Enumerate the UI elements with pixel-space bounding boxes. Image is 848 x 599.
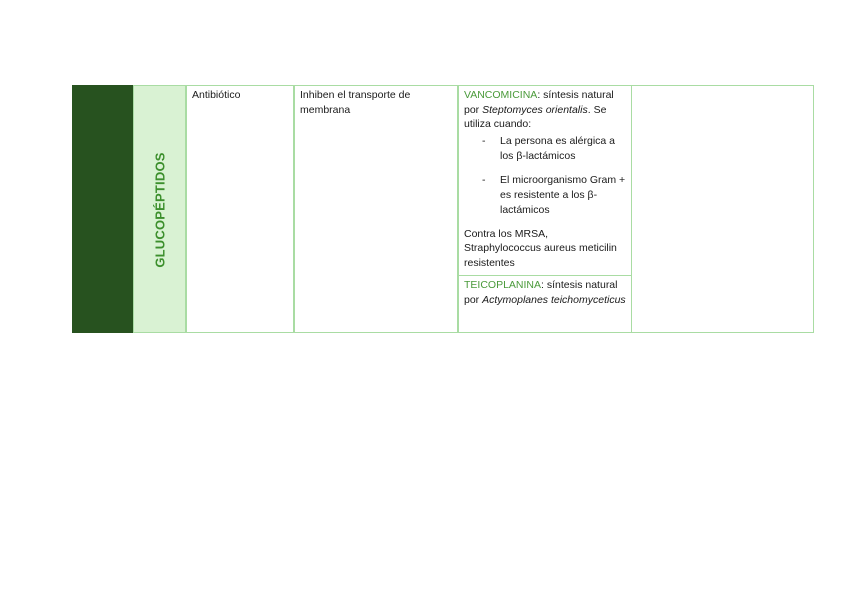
teicoplanina-cell [458,275,632,333]
teicoplanina-name: TEICOPLANINA [464,279,542,291]
category-cell [133,85,186,333]
vancomicina-note: Contra los MRSA, Straphylococcus aureus meticilin resistentes [464,227,617,269]
teicoplanina-description [459,276,631,307]
mechanism-text: Inhiben el transporte de membrana [300,89,411,116]
indication-list [464,134,626,218]
bullet-dash: - [482,134,486,147]
type-text: Antibiótico [192,89,241,101]
empty-cell [631,85,814,333]
indication-text: La persona es alérgica a los β-lactámicos [500,134,615,162]
antibiotic-table [72,85,814,333]
vancomicina-desc2: . Se utiliza cuando: [464,103,607,130]
teicoplanina-desc: : síntesis natural por [464,279,618,306]
bullet-dash: - [482,173,486,186]
group-color-cell [72,85,133,333]
mechanism-cell [294,85,458,333]
teicoplanina-organism: Actymoplanes teichomyceticus [482,293,626,306]
list-item [464,134,626,164]
type-cell [186,85,294,333]
vancomicina-name: VANCOMICINA [464,89,538,101]
vancomicina-cell [458,85,632,276]
category-label: GLUCOPÉPTIDOS [152,152,167,268]
vancomicina-organism: Steptomyces orientalis [482,103,588,116]
list-item [464,173,626,218]
vancomicina-desc1: : síntesis natural por [464,89,614,116]
vancomicina-description [459,86,631,270]
indication-text: El microorganismo Gram + es resistente a los β-lactámicos [500,173,626,216]
